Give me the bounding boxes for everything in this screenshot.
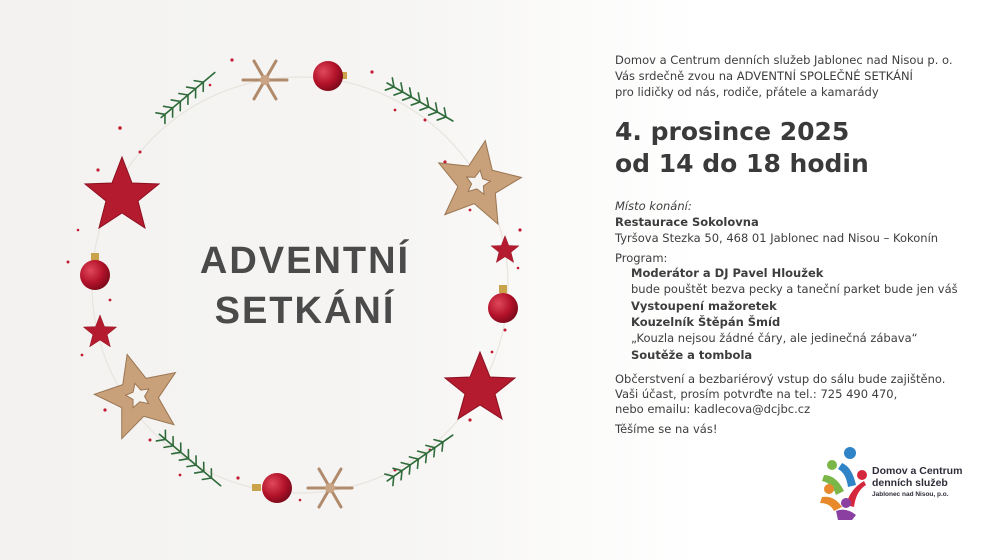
event-date: 4. prosince 2025 — [615, 117, 850, 146]
fir-branch — [383, 429, 457, 486]
wreath-title-line1: ADVENTNÍ — [199, 240, 411, 282]
snowflakes — [243, 61, 352, 507]
program-item-desc: bude pouštět bezva pecky a taneční parket bude jen váš — [631, 282, 958, 296]
venue-address: Tyršova Stezka 50, 468 01 Jablonec nad Nisou – Kokonín — [615, 231, 939, 245]
fir-branch — [155, 429, 225, 491]
info-line: Občerstvení a bezbariérový vstup do sálu bude zajištěno. — [615, 372, 946, 386]
wreath-title-line2: SETKÁNÍ — [214, 290, 396, 332]
red-star-ornament — [85, 157, 159, 228]
logo-text-line2: denních služeb — [872, 477, 948, 489]
wooden-stars — [87, 133, 527, 442]
program-label: Program: — [615, 251, 668, 265]
organization-logo — [820, 445, 980, 520]
bauble-ornament — [313, 61, 347, 91]
bauble-ornament — [252, 473, 292, 503]
wreath-ring — [92, 77, 508, 493]
program-item-title: Kouzelník Štěpán Šmíd — [631, 315, 781, 329]
closing-line: Těšíme se na vás! — [615, 422, 718, 436]
venue-label: Místo konání: — [615, 199, 692, 213]
program-item-title: Soutěže a tombola — [631, 348, 753, 362]
program-item-desc: „Kouzla nejsou žádné čáry, ale jedinečná zábava“ — [631, 331, 918, 345]
logo-text-line3: Jablonec nad Nisou, p.o. — [872, 491, 949, 498]
info-line: nebo emailu: kadlecova@dcjbc.cz — [615, 402, 811, 416]
info-line: Vaši účast, prosím potvrďte na tel.: 725 490 470, — [615, 387, 898, 401]
logo-figures-icon — [820, 445, 872, 520]
fir-branch — [156, 67, 219, 123]
snowflake-ornament — [243, 61, 287, 99]
red-star-ornament — [491, 236, 519, 263]
intro-line: Vás srdečně zvou na ADVENTNÍ SPOLEČNÉ SETKÁNÍ — [615, 69, 913, 83]
bauble-ornament — [80, 253, 110, 290]
program-item-title: Moderátor a DJ Pavel Hloužek — [631, 266, 824, 280]
intro-line: pro lidičky od nás, rodiče, přátele a kamarády — [615, 85, 879, 99]
venue-name: Restaurace Sokolovna — [615, 215, 759, 229]
fir-branch — [384, 77, 457, 127]
wooden-star-ornament — [430, 133, 527, 226]
wooden-star-ornament — [87, 344, 189, 443]
event-time: od 14 do 18 hodin — [615, 149, 869, 178]
red-star-ornament — [445, 352, 515, 419]
intro-line: Domov a Centrum denních služeb Jablonec nad Nisou p. o. — [615, 53, 953, 67]
bauble-ornament — [488, 285, 518, 323]
snowflake-ornament — [308, 469, 352, 507]
program-item-title: Vystoupení mažoretek — [631, 299, 777, 313]
logo-text-line1: Domov a Centrum — [872, 465, 963, 477]
